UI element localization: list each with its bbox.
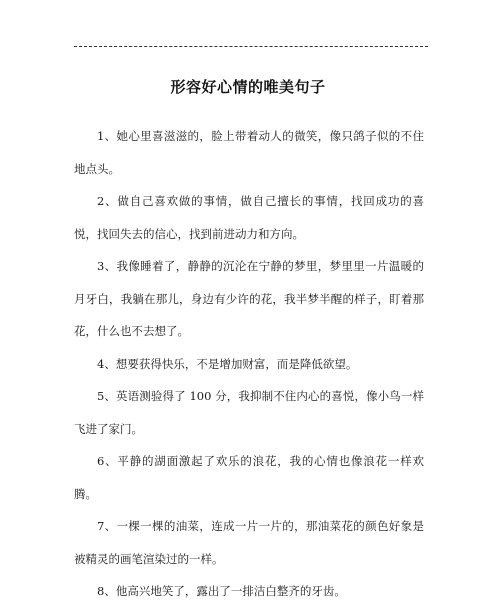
header-divider — [74, 46, 428, 47]
paragraph-6: 6、平静的湖面激起了欢乐的浪花，我的心情也像浪花一样欢腾。 — [74, 454, 424, 501]
paragraph-1: 1、她心里喜滋滋的，脸上带着动人的微笑，像只鸽子似的不住地点头。 — [74, 129, 424, 176]
document-title: 形容好心情的唯美句子 — [170, 78, 326, 96]
document-body — [74, 120, 424, 608]
paragraph-4: 4、想要获得快乐，不是增加财富，而是降低欲望。 — [97, 356, 358, 371]
paragraph-3: 3、我像睡着了，静静的沉沦在宁静的梦里，梦里里一片温暖的月牙白，我躺在那儿，身边有少许的花，我半梦半醒的样子，盯着那花，什么也不去想了。 — [74, 259, 424, 338]
paragraph-8: 8、他高兴地笑了，露出了一排洁白整齐的牙齿。 — [97, 584, 346, 598]
paragraph-2: 2、做自己喜欢做的事情，做自己擅长的事情，找回成功的喜悦，找回失去的信心，找到前进动力和方向。 — [74, 194, 424, 241]
paragraph-5: 5、英语测验得了 100 分，我抑制不住内心的喜悦，像小鸟一样飞进了家门。 — [74, 389, 424, 436]
paragraph-7: 7、一棵一棵的油菜，连成一片一片的，那油菜花的颜色好象是被精灵的画笔渲染过的一样。 — [74, 519, 424, 566]
